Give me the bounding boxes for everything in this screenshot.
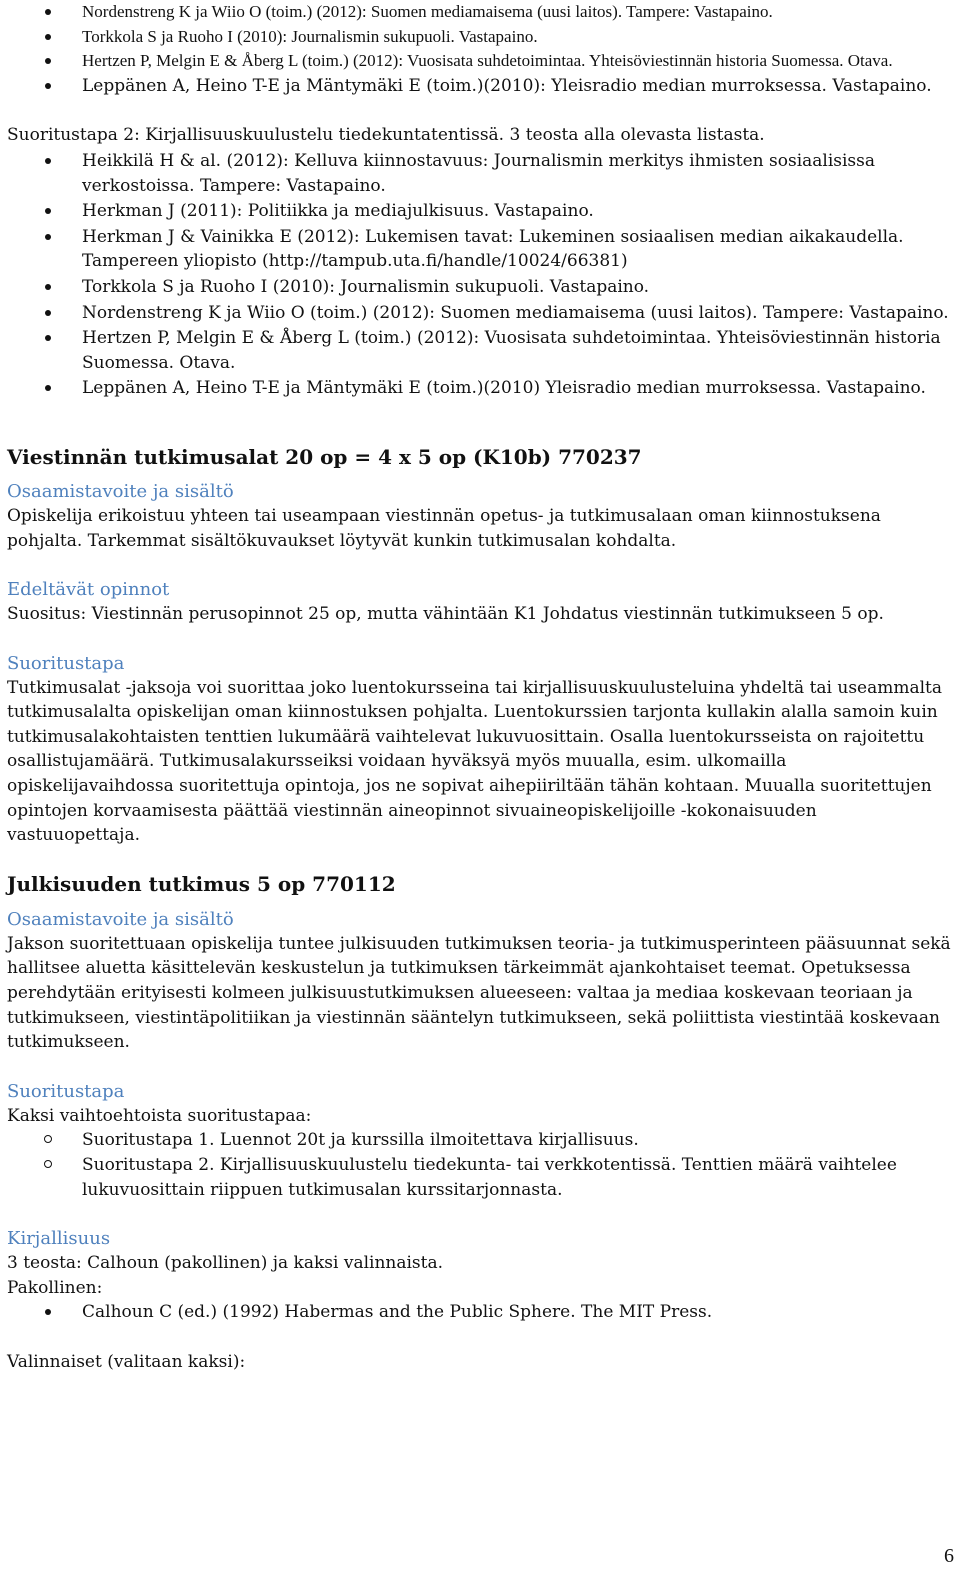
page-number: 6 xyxy=(944,1545,954,1567)
list-item: Leppänen A, Heino T-E ja Mäntymäki E (toim.)(2010) Yleisradio median murroksessa. Vastapaino. xyxy=(7,376,952,401)
list-item: Torkkola S ja Ruoho I (2010): Journalismin sukupuoli. Vastapaino. xyxy=(7,275,952,300)
list-item: Herkman J (2011): Politiikka ja mediajulkisuus. Vastapaino. xyxy=(7,199,952,224)
kirjallisuus-intro: 3 teosta: Calhoun (pakollinen) ja kaksi valinnaista. xyxy=(7,1253,444,1274)
pakollinen-list xyxy=(7,1300,952,1325)
edeltavat-opinnot-text: Suositus: Viestinnän perusopinnot 25 op, mutta vähintään K1 Johdatus viestinnän tutkimukseen 5 op. xyxy=(7,604,884,625)
list-item: Herkman J & Vainikka E (2012): Lukemisen tavat: Lukeminen sosiaalisen median aikakaudella. Tampereen yliopisto (http://tampub.uta.fi/handle/10024/66381) xyxy=(7,225,952,274)
heading-kirjallisuus: Kirjallisuus xyxy=(7,1228,111,1250)
suoritustapa-options xyxy=(7,1128,952,1202)
list-item: Torkkola S ja Ruoho I (2010): Journalismin sukupuoli. Vastapaino. xyxy=(7,25,952,50)
list-item: Nordenstreng K ja Wiio O (toim.) (2012): Suomen mediamaisema (uusi laitos). Tampere: Vastapaino. xyxy=(7,301,952,326)
suoritustapa-intro: Kaksi vaihtoehtoista suoritustapaa: xyxy=(7,1105,312,1126)
course-title-julkisuus: Julkisuuden tutkimus 5 op 770112 xyxy=(7,871,396,896)
document-page xyxy=(7,0,952,1375)
list-item: Hertzen P, Melgin E & Åberg L (toim.) (2012): Vuosisata suhdetoimintaa. Yhteisöviestinnän historia Suomessa. Otava. xyxy=(7,326,952,375)
reference-list-top xyxy=(7,0,952,98)
valinnaiset-label: Valinnaiset (valitaan kaksi): xyxy=(7,1351,246,1372)
heading-osaamistavoite: Osaamistavoite ja sisältö xyxy=(7,908,234,930)
pakollinen-label: Pakollinen: xyxy=(7,1277,103,1298)
list-item: Calhoun C (ed.) (1992) Habermas and the Public Sphere. The MIT Press. xyxy=(7,1300,952,1325)
heading-osaamistavoite: Osaamistavoite ja sisältö xyxy=(7,480,234,502)
list-item: Suoritustapa 1. Luennot 20t ja kurssilla ilmoitettava kirjallisuus. xyxy=(7,1128,952,1153)
list-item: Leppänen A, Heino T-E ja Mäntymäki E (toim.)(2010): Yleisradio median murroksessa. Vastapaino. xyxy=(7,74,952,99)
osaamistavoite-text: Opiskelija erikoistuu yhteen tai useampaan viestinnän opetus- ja tutkimusalaan oman kiinnostuksena pohjalta. Tarkemmat sisältökuvaukset löytyvät kunkin tutkimusalan kohdalta. xyxy=(7,505,881,551)
course-title-tutkimusalat: Viestinnän tutkimusalat 20 op = 4 x 5 op (K10b) 770237 xyxy=(7,444,642,469)
heading-edeltavat-opinnot: Edeltävät opinnot xyxy=(7,579,170,601)
osaamistavoite-text: Jakson suoritettuaan opiskelija tuntee julkisuuden tutkimuksen teoria- ja tutkimusperinteen pääsuunnat sekä hallitsee aluetta käsittelevän keskustelun ja tutkimuksen tärkeimmät ajankohtaiset teemat. Opetuksessa perehdytään erityisesti kolmeen julkisuustutkimuksen alueeseen: valtaa ja mediaa koskevaan teoriaan ja tutkimukseen, viestintäpolitiikan ja viestinnän sääntelyn tutkimukseen, sekä poliittista viestintää koskevaan tutkimukseen. xyxy=(7,933,951,1053)
reference-list-second xyxy=(7,149,952,401)
list-item: Heikkilä H & al. (2012): Kelluva kiinnostavuus: Journalismin merkitys ihmisten sosiaalisissa verkostoissa. Tampere: Vastapaino. xyxy=(7,149,952,198)
suoritustapa-text: Tutkimusalat -jaksoja voi suorittaa joko luentokursseina tai kirjallisuuskuulusteluina yhdeltä tai useammalta tutkimusalalta opiskelijan oman kiinnostuksen pohjalta. Luentokurssien tarjonta kullakin alalla samoin kuin tutkimusalakohtaisten tenttien lukumäärä vaihtelevat lukuvuosittain. Osalla luentokursseista on rajoitettu osallistujamäärä. Tutkimusalakursseiksi voidaan hyväksyä myös muualla, esim. ulkomailla opiskelijavaihdossa suoritettuja opintoja, jos ne sopivat aihepiiriltään tähän kohtaan. Muualla suoritettujen opintojen korvaamisesta päättää viestinnän aineopinnot sivuaineopiskelijoille -kokonaisuuden vastuuopettaja. xyxy=(7,677,943,846)
list-item: Hertzen P, Melgin E & Åberg L (toim.) (2012): Vuosisata suhdetoimintaa. Yhteisöviestinnän historia Suomessa. Otava. xyxy=(7,49,952,74)
list-item: Suoritustapa 2. Kirjallisuuskuulustelu tiedekunta- tai verkkotentissä. Tenttien määrä vaihtelee lukuvuosittain riippuen tutkimusalan kurssitarjonnasta. xyxy=(7,1153,952,1202)
heading-suoritustapa: Suoritustapa xyxy=(7,1080,125,1102)
suoritustapa2-intro: Suoritustapa 2: Kirjallisuuskuulustelu tiedekuntatentissä. 3 teosta alla olevasta listasta. xyxy=(7,125,765,146)
heading-suoritustapa: Suoritustapa xyxy=(7,652,125,674)
list-item: Nordenstreng K ja Wiio O (toim.) (2012): Suomen mediamaisema (uusi laitos). Tampere: Vastapaino. xyxy=(7,0,952,25)
